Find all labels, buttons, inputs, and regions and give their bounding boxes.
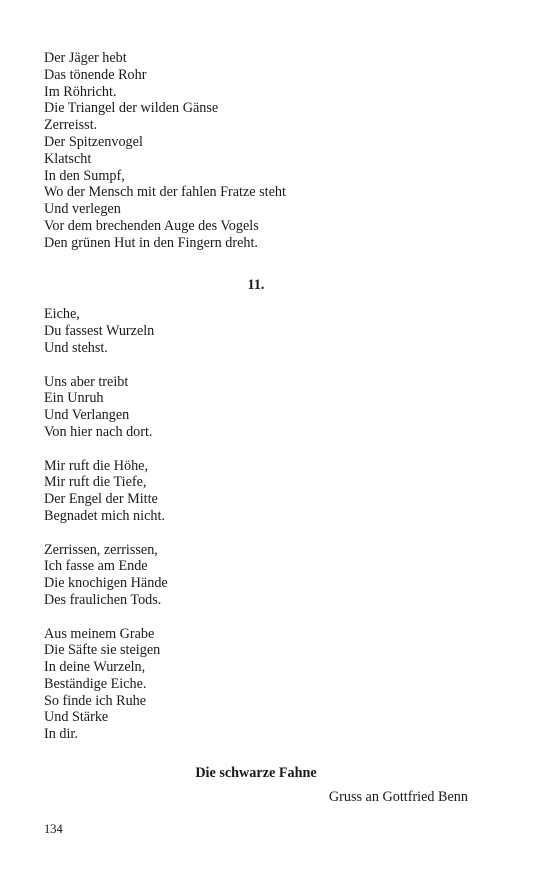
stanza [44,458,468,525]
poem-line: Der Spitzenvogel [44,133,143,150]
poem-number: 11. [247,276,265,293]
stanza [44,306,468,356]
poem-line: Der Jäger hebt [44,50,127,66]
poem-line: Begnadet mich nicht. [44,507,165,524]
poem-line: Zerrissen, zerrissen, [44,541,158,558]
poem-line: Mir ruft die Höhe, [44,457,149,474]
poem-line: Und Verlangen [44,407,130,424]
poem-title: Die schwarze Fahne [195,765,317,782]
poem-line: In dir. [44,726,78,743]
poem-line: Die Triangel der wilden Gänse [44,100,219,117]
poem-line: Aus meinem Grabe [44,625,155,642]
poem-line: Zerreisst. [44,117,98,134]
stanza [44,626,468,744]
poem-line: Von hier nach dort. [44,423,153,440]
poem-line: Der Engel der Mitte [44,491,158,508]
poem-line: Beständige Eiche. [44,675,147,692]
poem-line: Klatscht [44,150,92,167]
poem-line: Die Säfte sie steigen [44,642,161,659]
poem-line: In deine Wurzeln, [44,659,146,676]
poem-line: In den Sumpf, [44,167,125,184]
poem-eiche [44,306,468,743]
poem-line: Vor dem brechenden Auge des Vogels [44,217,259,234]
poem-line: Ich fasse am Ende [44,558,148,575]
poem-line: Und Stärke [44,709,109,726]
stanza [44,542,468,609]
poem-line: Und verlegen [44,201,121,218]
page-number: 134 [44,822,63,836]
poem-line: Mir ruft die Tiefe, [44,474,147,491]
poem-line: Du fassest Wurzeln [44,323,155,340]
poem-line: So finde ich Ruhe [44,692,147,709]
page-content [44,50,468,806]
poem-line: Den grünen Hut in den Fingern dreht. [44,234,258,251]
poem-line: Und stehst. [44,339,108,356]
stanza [44,50,468,252]
poem-jaeger [44,50,468,252]
poem-line: Wo der Mensch mit der fahlen Fratze steht [44,184,286,201]
poem-dedication: Gruss an Gottfried Benn [328,788,468,805]
poem-line: Die knochigen Hände [44,575,168,592]
poem-line: Uns aber treibt [44,373,129,390]
poem-line: Eiche, [44,306,80,323]
stanza [44,374,468,441]
poem-line: Ein Unruh [44,390,104,407]
poem-line: Das tönende Rohr [44,66,147,83]
poem-line: Im Röhricht. [44,83,117,100]
poem-line: Des fraulichen Tods. [44,591,162,608]
